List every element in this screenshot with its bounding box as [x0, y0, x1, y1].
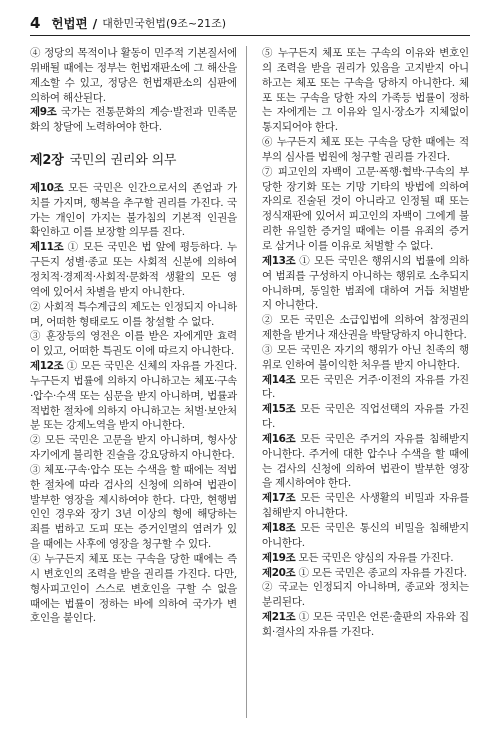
- article-text: 모든 국민은 거주·이전의 자유를 가진다.: [262, 373, 469, 401]
- article-text: 모든 국민은 직업선택의 자유를 가진다.: [262, 403, 469, 431]
- article-label: 제17조: [262, 492, 296, 505]
- article-12-clause-5: ⑤ 누구든지 체포 또는 구속의 이유와 변호인의 조력을 받을 권리가 있음을 고지받지 아니하고는 체포 또는 구속을 당하지 아니한다. 체포 또는 구속을 당한 자의 가족등 법률이 정하는 자에게는 그 이유와 일시·장소가 지체없이 통지되어야 한다.: [262, 47, 469, 134]
- article-text: ① 모든 국민은 법 앞에 평등하다. 누구든지 성별·종교 또는 사회적 신분에 의하여 정치적·경제적·사회적·문화적 생활의 모든 영역에 있어서 차별을 받지 아니한다.: [30, 241, 237, 298]
- article-9: [30, 105, 237, 135]
- article-8-clause-4: ④ 정당의 목적이나 활동이 민주적 기본질서에 위배될 때에는 정부는 헌법재판소에 그 해산을 제소할 수 있고, 정당은 헌법재판소의 심판에 의하여 해산된다.: [30, 47, 237, 104]
- article-15: [262, 402, 469, 432]
- page-number: 4: [30, 14, 41, 32]
- article-12-clause-2: ② 모든 국민은 고문을 받지 아니하며, 형사상 자기에게 불리한 진술을 강요당하지 아니한다.: [30, 434, 237, 462]
- article-12-clause-6: ⑥ 누구든지 체포 또는 구속을 당한 때에는 적부의 심사를 법원에 청구할 권리를 가진다.: [262, 136, 469, 163]
- page-subtitle: 대한민국헌법(9조~21조): [102, 17, 227, 30]
- page-header: [30, 12, 470, 34]
- article-label: 제11조: [30, 241, 64, 254]
- article-20-clause-2: ② 국교는 인정되지 아니하며, 종교와 정치는 분리된다.: [262, 581, 469, 609]
- article-text: 모든 국민은 주거의 자유를 침해받지 아니한다. 주거에 대한 압수나 수색을 할 때에는 검사의 신청에 의하여 법관이 발부한 영장을 제시하여야 한다.: [262, 432, 469, 490]
- right-column: [262, 46, 469, 640]
- article-19: [262, 551, 469, 566]
- article-label: 제21조: [262, 611, 296, 624]
- book-title: 헌법편: [51, 16, 88, 31]
- article-11-clause-3: ③ 훈장등의 영전은 이를 받은 자에게만 효력이 있고, 어떠한 특권도 이에 따르지 아니한다.: [30, 330, 237, 358]
- article-12-clause-3: ③ 체포·구속·압수 또는 수색을 할 때에는 적법한 절차에 따라 검사의 신청에 의하여 법관이 발부한 영장을 제시하여야 한다. 다만, 현행범인인 경우와 장기 3년 이상의 형에 해당하는 죄를 범하고 도피 또는 증거인멸의 염려가 있을 때에는 사후에 영장을 청구할 수 있다.: [30, 463, 237, 551]
- article-text: 국가는 전통문화의 계승·발전과 민족문화의 창달에 노력하여야 한다.: [30, 106, 237, 134]
- article-text: 모든 국민은 통신의 비밀을 침해받지 아니한다.: [262, 522, 469, 549]
- chapter-number: 제2장: [30, 153, 64, 169]
- article-18: [262, 521, 469, 551]
- article-14: [262, 373, 469, 403]
- chapter-name: 국민의 권리와 의무: [69, 153, 177, 169]
- column-divider: [246, 46, 247, 718]
- article-12-clause-7: ⑦ 피고인의 자백이 고문·폭행·협박·구속의 부당한 장기화 또는 기망 기타의 방법에 의하여 자의로 진술된 것이 아니라고 인정될 때 또는 정식재판에 있어서 피고인의 자백이 그에게 불리한 유일한 증거일 때에는 이를 유죄의 증거로 삼거나 이를 이유로 처벌할 수 없다.: [262, 165, 469, 252]
- article-label: 제10조: [30, 181, 64, 194]
- article-20: [262, 566, 469, 581]
- article-label: 제13조: [262, 254, 296, 267]
- article-text: 모든 국민은 양심의 자유를 가진다.: [295, 551, 454, 564]
- article-17: [262, 491, 469, 521]
- article-text: 모든 국민은 인간으로서의 존엄과 가치를 가지며, 행복을 추구할 권리를 가진다. 국가는 개인이 가지는 불가침의 기본적 인권을 확인하고 이를 보장할 의무를 진다.: [30, 181, 237, 239]
- article-text: ① 모든 국민은 신체의 자유를 가진다. 누구든지 법률에 의하지 아니하고는 체포·구속·압수·수색 또는 심문을 받지 아니하며, 법률과 적법한 절차에 의하지 아니하고는 처벌·보안처분 또는 강제노역을 받지 아니한다.: [30, 360, 237, 432]
- article-label: 제9조: [30, 106, 57, 119]
- article-label: 제18조: [262, 522, 296, 534]
- article-11-clause-2: ② 사회적 특수계급의 제도는 인정되지 아니하며, 어떠한 형태로도 이를 창설할 수 없다.: [30, 300, 237, 328]
- chapter-heading: [30, 154, 237, 169]
- article-10: [30, 181, 237, 240]
- article-21: [262, 610, 469, 640]
- article-label: 제15조: [262, 403, 296, 416]
- article-text: 모든 국민은 사생활의 비밀과 자유를 침해받지 아니한다.: [262, 492, 469, 520]
- article-13-clause-2: ② 모든 국민은 소급입법에 의하여 참정권의 제한을 받거나 재산권을 박탈당하지 아니한다.: [262, 314, 469, 342]
- article-16: [262, 432, 469, 491]
- left-column: [30, 46, 237, 626]
- article-label: 제12조: [30, 360, 64, 373]
- article-13-clause-3: ③ 모든 국민은 자기의 행위가 아닌 친족의 행위로 인하여 불이익한 처우를 받지 아니한다.: [262, 343, 469, 371]
- article-text: ① 모든 국민은 종교의 자유를 가진다.: [295, 566, 467, 579]
- article-12-clause-4: ④ 누구든지 체포 또는 구속을 당한 때에는 즉시 변호인의 조력을 받을 권리를 가진다. 다만, 형사피고인이 스스로 변호인을 구할 수 없을 때에는 법률이 정하는 바에 의하여 국가가 변호인을 붙인다.: [30, 553, 237, 625]
- article-13: [262, 254, 469, 313]
- article-text: ① 모든 국민은 언론·출판의 자유와 집회·결사의 자유를 가진다.: [262, 611, 469, 638]
- article-12: [30, 359, 237, 433]
- article-label: 제19조: [262, 551, 296, 564]
- article-label: 제20조: [262, 566, 296, 579]
- title-separator: /: [92, 15, 98, 31]
- article-label: 제14조: [262, 373, 296, 386]
- article-11: [30, 240, 237, 299]
- article-label: 제16조: [262, 432, 296, 445]
- header-rule: [30, 35, 470, 36]
- article-text: ① 모든 국민은 행위시의 법률에 의하여 범죄를 구성하지 아니하는 행위로 소추되지 아니하며, 동일한 범죄에 대하여 거듭 처벌받지 아니한다.: [262, 254, 469, 312]
